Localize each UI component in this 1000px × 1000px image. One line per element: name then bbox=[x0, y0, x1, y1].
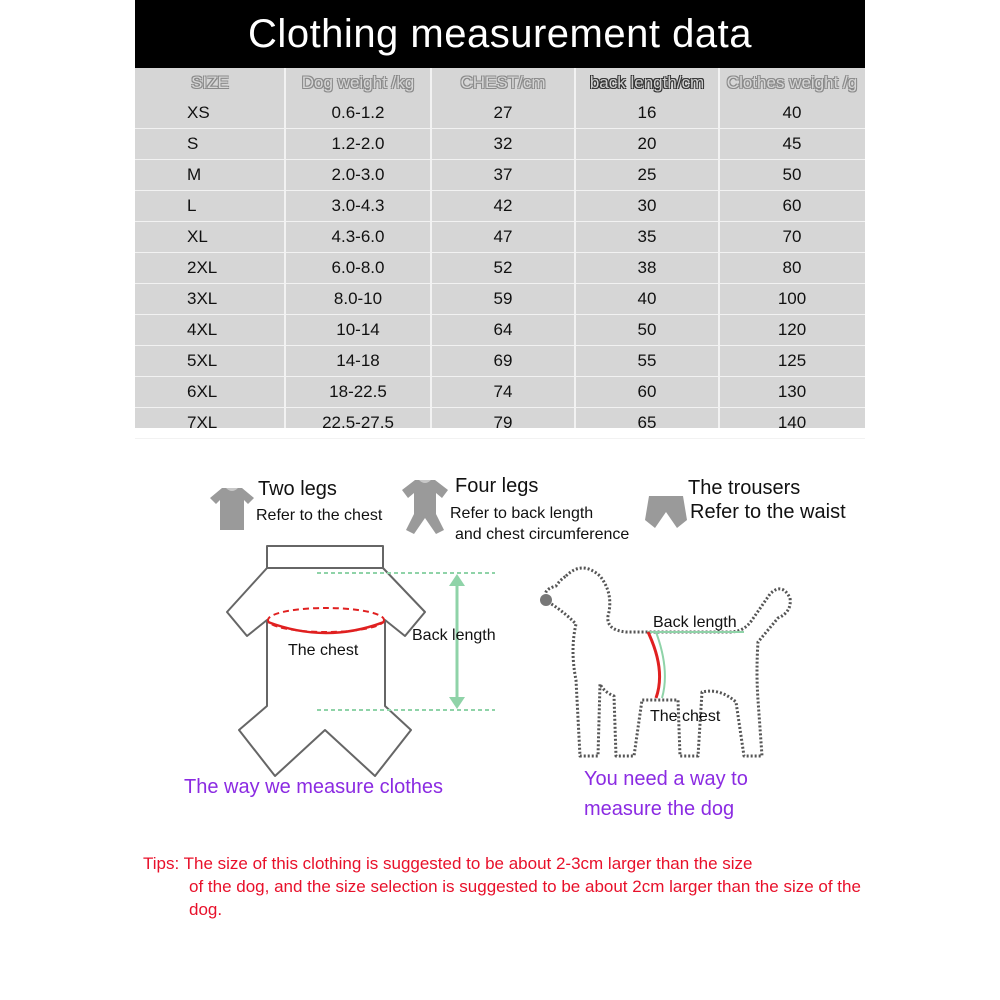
four-legs-suit-icon bbox=[400, 478, 450, 536]
table-cell: 7XL bbox=[135, 408, 285, 439]
table-cell: 65 bbox=[575, 408, 719, 439]
clothes-caption: The way we measure clothes bbox=[184, 776, 444, 798]
table-cell: 20 bbox=[575, 129, 719, 160]
title-bar bbox=[135, 0, 865, 68]
header-chest: CHEST/cm bbox=[460, 73, 546, 92]
column-divider bbox=[430, 68, 432, 428]
dog-outline-diagram bbox=[530, 560, 810, 770]
table-cell: 120 bbox=[719, 315, 865, 346]
clothes-outline-diagram bbox=[225, 540, 525, 780]
table-cell: 14-18 bbox=[285, 346, 431, 377]
clothes-back-length-label: Back length bbox=[412, 627, 496, 644]
table-cell: 100 bbox=[719, 284, 865, 315]
tips-text bbox=[143, 852, 883, 921]
four-legs-note-line1: Refer to back length bbox=[450, 505, 594, 522]
table-cell: 80 bbox=[719, 253, 865, 284]
table-row bbox=[135, 98, 865, 129]
table-cell: 0.6-1.2 bbox=[285, 98, 431, 129]
trousers-icon bbox=[643, 494, 689, 530]
table-header-row bbox=[135, 68, 865, 98]
column-divider bbox=[574, 68, 576, 428]
table-cell: 4.3-6.0 bbox=[285, 222, 431, 253]
table-cell: 59 bbox=[431, 284, 575, 315]
table-row bbox=[135, 129, 865, 160]
dog-back-length-label: Back length bbox=[653, 614, 737, 631]
table-cell: 1.2-2.0 bbox=[285, 129, 431, 160]
table-cell: 5XL bbox=[135, 346, 285, 377]
table-cell: 45 bbox=[719, 129, 865, 160]
table-cell: M bbox=[135, 160, 285, 191]
table-cell: 2XL bbox=[135, 253, 285, 284]
table-cell: 2.0-3.0 bbox=[285, 160, 431, 191]
table-cell: 6XL bbox=[135, 377, 285, 408]
table-cell: 74 bbox=[431, 377, 575, 408]
table-cell: 25 bbox=[575, 160, 719, 191]
header-clothes-weight: Clothes weight /g bbox=[726, 73, 858, 92]
table-cell: 3.0-4.3 bbox=[285, 191, 431, 222]
table-cell: 64 bbox=[431, 315, 575, 346]
table-cell: 69 bbox=[431, 346, 575, 377]
table-cell: 130 bbox=[719, 377, 865, 408]
trousers-title: The trousers bbox=[688, 477, 801, 499]
table-cell: 125 bbox=[719, 346, 865, 377]
table-cell: 35 bbox=[575, 222, 719, 253]
table-cell: 32 bbox=[431, 129, 575, 160]
two-legs-shirt-icon bbox=[208, 486, 256, 532]
table-body bbox=[135, 98, 865, 439]
table-row bbox=[135, 253, 865, 284]
dog-chest-label: The chest bbox=[650, 708, 721, 725]
four-legs-note-line2: and chest circumference bbox=[455, 526, 630, 543]
page-title: Clothing measurement data bbox=[248, 11, 752, 56]
dog-caption-line1: You need a way to bbox=[584, 768, 748, 790]
size-table-grid bbox=[135, 68, 865, 439]
table-row bbox=[135, 222, 865, 253]
size-table bbox=[135, 68, 865, 432]
table-cell: 42 bbox=[431, 191, 575, 222]
four-legs-title: Four legs bbox=[455, 475, 539, 497]
table-cell: 3XL bbox=[135, 284, 285, 315]
table-cell: 8.0-10 bbox=[285, 284, 431, 315]
table-cell: 47 bbox=[431, 222, 575, 253]
two-legs-title: Two legs bbox=[258, 478, 337, 500]
table-cell: XL bbox=[135, 222, 285, 253]
tips-rest: of the dog, and the size selection is suggested to be about 2cm larger than the size of the dog. bbox=[189, 877, 861, 919]
table-row bbox=[135, 377, 865, 408]
table-cell: 38 bbox=[575, 253, 719, 284]
table-cell: 55 bbox=[575, 346, 719, 377]
table-row bbox=[135, 160, 865, 191]
table-cell: 52 bbox=[431, 253, 575, 284]
table-cell: 37 bbox=[431, 160, 575, 191]
table-row bbox=[135, 191, 865, 222]
table-cell: 50 bbox=[575, 315, 719, 346]
table-cell: 60 bbox=[575, 377, 719, 408]
table-cell: 6.0-8.0 bbox=[285, 253, 431, 284]
dog-caption-line2: measure the dog bbox=[584, 798, 735, 820]
table-cell: S bbox=[135, 129, 285, 160]
table-row bbox=[135, 346, 865, 377]
table-row bbox=[135, 315, 865, 346]
trousers-note: Refer to the waist bbox=[690, 501, 846, 523]
tips-first-line: Tips: The size of this clothing is suggested to be about 2-3cm larger than the size bbox=[143, 854, 753, 873]
table-cell: 40 bbox=[719, 98, 865, 129]
header-back-length: back length/cm bbox=[589, 73, 705, 92]
two-legs-note: Refer to the chest bbox=[256, 507, 383, 524]
table-cell: 40 bbox=[575, 284, 719, 315]
table-cell: 4XL bbox=[135, 315, 285, 346]
table-cell: 79 bbox=[431, 408, 575, 439]
header-size: SIZE bbox=[191, 73, 229, 92]
clothes-chest-label: The chest bbox=[288, 642, 359, 659]
table-cell: 16 bbox=[575, 98, 719, 129]
table-row bbox=[135, 408, 865, 439]
table-cell: 18-22.5 bbox=[285, 377, 431, 408]
column-divider bbox=[718, 68, 720, 428]
column-divider bbox=[284, 68, 286, 428]
table-cell: 60 bbox=[719, 191, 865, 222]
table-cell: 22.5-27.5 bbox=[285, 408, 431, 439]
table-cell: 30 bbox=[575, 191, 719, 222]
table-cell: L bbox=[135, 191, 285, 222]
header-dog-weight: Dog weight /kg bbox=[301, 73, 415, 92]
table-cell: 70 bbox=[719, 222, 865, 253]
table-cell: XS bbox=[135, 98, 285, 129]
table-cell: 140 bbox=[719, 408, 865, 439]
table-cell: 10-14 bbox=[285, 315, 431, 346]
table-row bbox=[135, 284, 865, 315]
table-cell: 50 bbox=[719, 160, 865, 191]
table-cell: 27 bbox=[431, 98, 575, 129]
